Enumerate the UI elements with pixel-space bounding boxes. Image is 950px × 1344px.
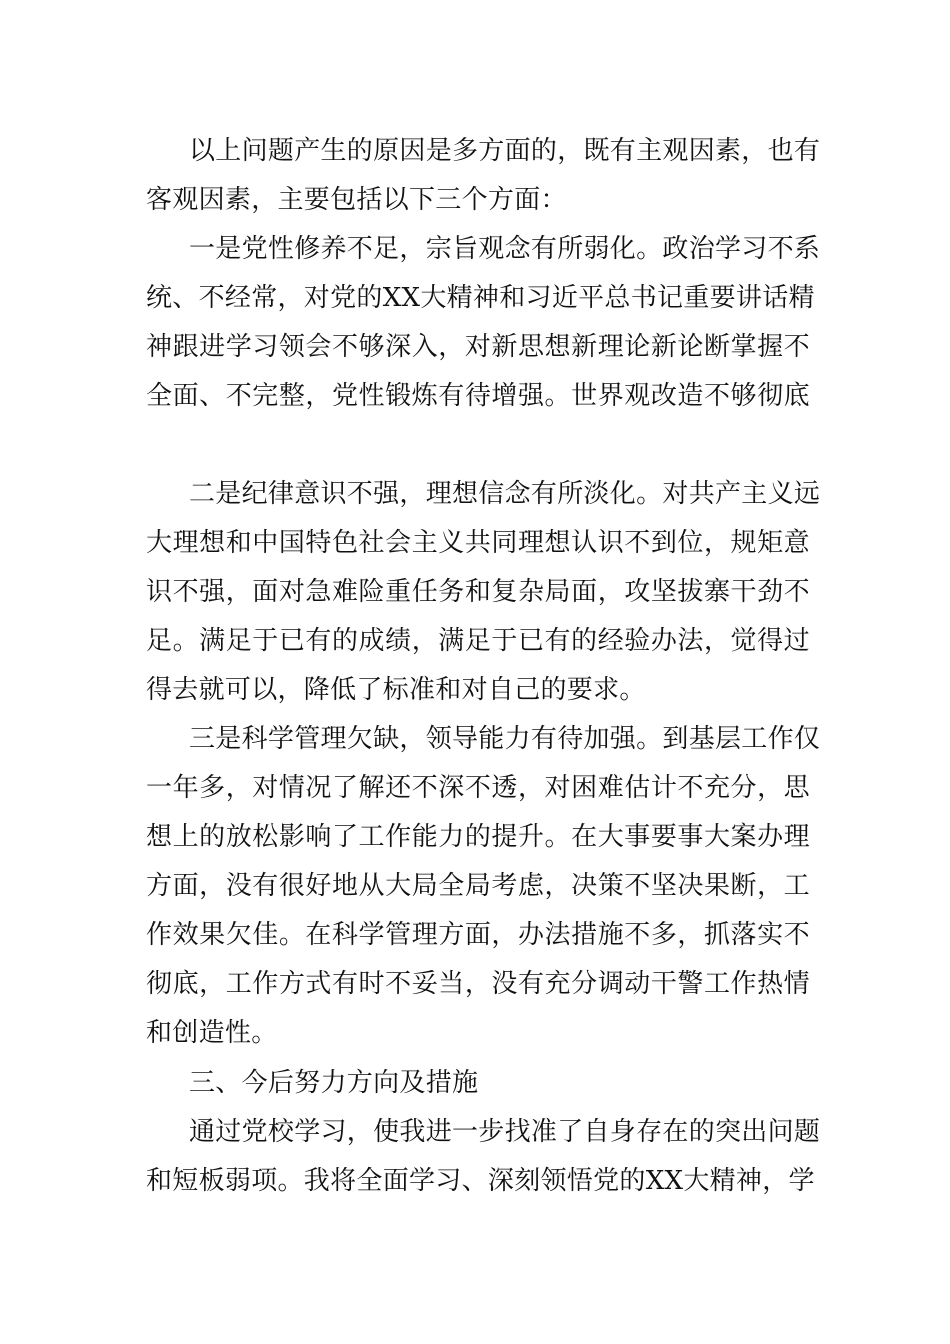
text-line: 二是纪律意识不强，理想信念有所淡化。对共产主义远 — [189, 479, 821, 509]
text-line: 彻底，工作方式有时不妥当，没有充分调动干警工作热情 — [146, 969, 810, 999]
text-line: 一是党性修养不足，宗旨观念有所弱化。政治学习不系 — [189, 234, 821, 264]
section-heading: 三、今后努力方向及措施 — [189, 1068, 479, 1098]
text-line: 通过党校学习，使我进一步找准了自身存在的突出问题 — [189, 1117, 821, 1147]
text-line: 作效果欠佳。在科学管理方面，办法措施不多，抓落实不 — [146, 920, 810, 950]
text-line: 和短板弱项。我将全面学习、深刻领悟党的XX大精神，学 — [146, 1166, 815, 1196]
text-line: 神跟进学习领会不够深入，对新思想新理论新论断掌握不 — [146, 332, 810, 362]
text-line: 客观因素，主要包括以下三个方面： — [146, 185, 567, 215]
text-line: 大理想和中国特色社会主义共同理想认识不到位，规矩意 — [146, 528, 810, 558]
text-line: 方面，没有很好地从大局全局考虑，决策不坚决果断，工 — [146, 871, 810, 901]
text-line: 想上的放松影响了工作能力的提升。在大事要事大案办理 — [146, 822, 810, 852]
text-line: 统、不经常，对党的XX大精神和习近平总书记重要讲话精 — [146, 283, 815, 313]
text-line: 全面、不完整，党性锻炼有待增强。世界观改造不够彻底 — [146, 381, 810, 411]
text-line: 一年多，对情况了解还不深不透，对困难估计不充分，思 — [146, 773, 810, 803]
text-line: 和创造性。 — [146, 1018, 278, 1048]
text-line: 识不强，面对急难险重任务和复杂局面，攻坚拔寨干劲不 — [146, 577, 810, 607]
text-line: 以上问题产生的原因是多方面的，既有主观因素，也有 — [189, 136, 821, 166]
text-line: 得去就可以，降低了标准和对自己的要求。 — [146, 675, 646, 705]
text-line: 足。满足于已有的成绩，满足于已有的经验办法，觉得过 — [146, 626, 810, 656]
text-line: 三是科学管理欠缺，领导能力有待加强。到基层工作仅 — [189, 724, 821, 754]
